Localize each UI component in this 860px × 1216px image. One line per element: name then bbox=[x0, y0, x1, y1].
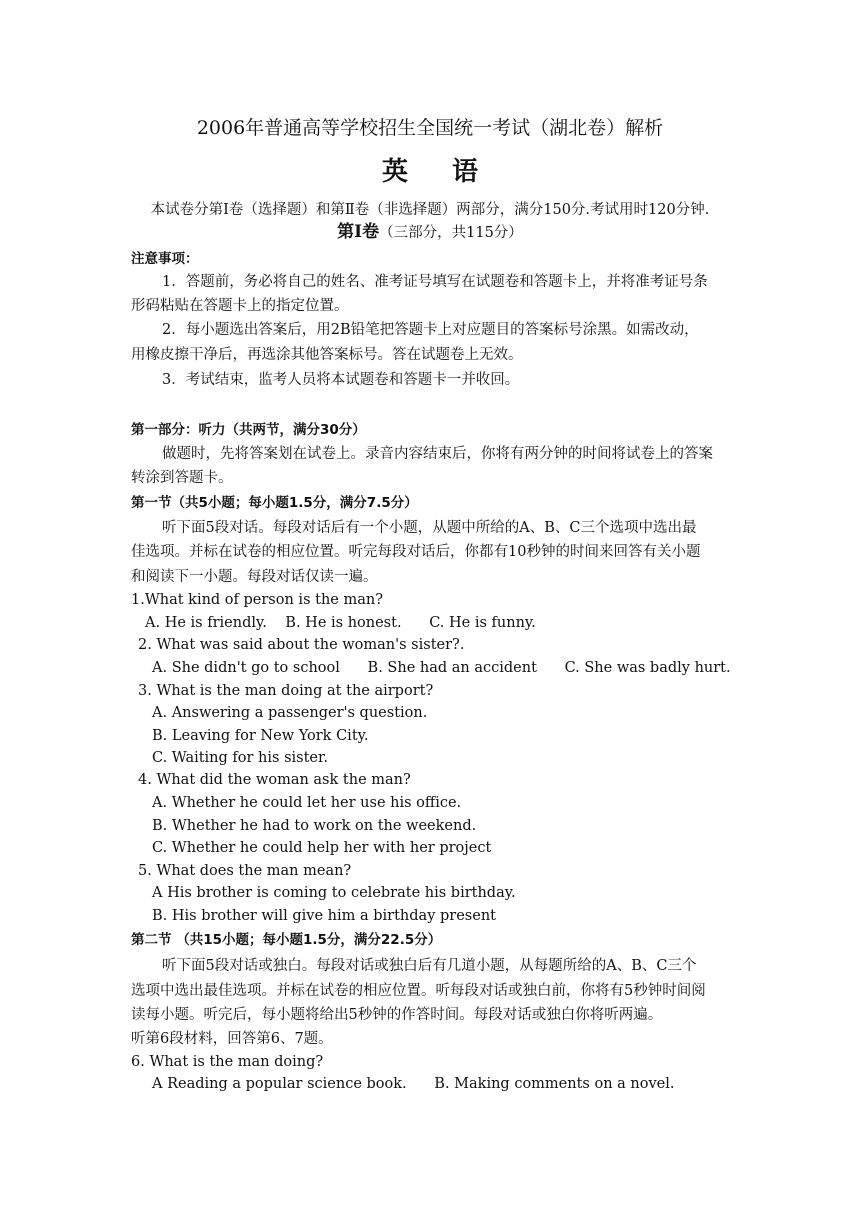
option-line: A. Whether he could let her use his office. bbox=[152, 795, 462, 811]
subject-heading bbox=[0, 155, 860, 189]
option-line: A. She didn't go to school B. She had an accident C. She was badly hurt. bbox=[152, 660, 731, 676]
exam-intro: 本试卷分第Ⅰ卷（选择题）和第Ⅱ卷（非选择题）两部分，满分150分.考试用时120分钟. bbox=[150, 202, 710, 218]
question-line: 1.What kind of person is the man? bbox=[131, 592, 383, 608]
option-line: A Reading a popular science book. B. Making comments on a novel. bbox=[152, 1076, 675, 1092]
section2-desc-line: 选项中选出最佳选项。并标在试卷的相应位置。听每段对话或独白前，你将有5秒钟时间阅 bbox=[131, 983, 706, 999]
section2-desc-line: 读每小题。听完后，每小题将给出5秒钟的作答时间。每段对话或独白你将听两遍。 bbox=[131, 1007, 663, 1023]
section2-heading: 第二节 （共15小题；每小题1.5分，满分22.5分） bbox=[131, 932, 442, 948]
question-line: 5. What does the man mean? bbox=[138, 863, 352, 879]
notice-line: 3．考试结束，监考人员将本试题卷和答题卡一并收回。 bbox=[162, 372, 520, 388]
option-line: A. He is friendly. B. He is honest. C. He is funny. bbox=[145, 615, 536, 631]
option-line: B. His brother will give him a birthday present bbox=[152, 908, 496, 924]
notice-line: 形码粘贴在答题卡上的指定位置。 bbox=[131, 298, 349, 314]
part1-desc-line: 转涂到答题卡。 bbox=[131, 470, 233, 486]
option-line: C. Whether he could help her with her project bbox=[152, 840, 492, 856]
section1-desc-line: 佳选项。并标在试卷的相应位置。听完每段对话后，你都有10秒钟的时间来回答有关小题 bbox=[131, 544, 701, 560]
option-line: A. Answering a passenger's question. bbox=[152, 705, 428, 721]
page-title: 2006年普通高等学校招生全国统一考试（湖北卷）解析 bbox=[196, 117, 664, 139]
section2-material: 听第6段材料，回答第6、7题。 bbox=[131, 1031, 333, 1047]
question-line: 4. What did the woman ask the man? bbox=[138, 772, 411, 788]
section2-desc-line: 听下面5段对话或独白。每段对话或独白后有几道小题，从每题所给的A、B、C三个 bbox=[162, 958, 697, 974]
section1-desc-line: 和阅读下一小题。每段对话仅读一遍。 bbox=[131, 569, 378, 585]
volume-detail: （三部分，共115分） bbox=[379, 225, 523, 241]
option-line: B. Whether he had to work on the weekend. bbox=[152, 818, 477, 834]
option-line: B. Leaving for New York City. bbox=[152, 728, 369, 744]
volume-heading bbox=[0, 221, 860, 244]
section1-desc-line: 听下面5段对话。每段对话后有一个小题，从题中所给的A、B、C三个选项中选出最 bbox=[162, 520, 697, 536]
option-line: A His brother is coming to celebrate his birthday. bbox=[152, 885, 516, 901]
notice-heading: 注意事项： bbox=[131, 251, 199, 267]
part1-heading: 第一部分：听力（共两节，满分30分） bbox=[131, 422, 366, 438]
question-line: 6. What is the man doing? bbox=[131, 1054, 324, 1070]
subject-char-2: 语 bbox=[452, 157, 479, 187]
question-line: 2. What was said about the woman's sister?. bbox=[138, 637, 465, 653]
option-line: C. Waiting for his sister. bbox=[152, 750, 328, 766]
question-line: 3. What is the man doing at the airport? bbox=[138, 683, 434, 699]
section1-heading: 第一节（共5小题；每小题1.5分，满分7.5分） bbox=[131, 495, 418, 511]
notice-line: 1．答题前，务必将自己的姓名、准考证号填写在试题卷和答题卡上，并将准考证号条 bbox=[162, 274, 708, 290]
volume-label: 第Ⅰ卷 bbox=[337, 222, 380, 242]
notice-line: 用橡皮擦干净后，再选涂其他答案标号。答在试题卷上无效。 bbox=[131, 347, 523, 363]
part1-desc-line: 做题时，先将答案划在试卷上。录音内容结束后，你将有两分钟的时间将试卷上的答案 bbox=[162, 446, 713, 462]
subject-char-1: 英 bbox=[381, 157, 408, 187]
notice-line: 2．每小题选出答案后，用2B铅笔把答题卡上对应题目的答案标号涂黑。如需改动， bbox=[162, 322, 699, 338]
